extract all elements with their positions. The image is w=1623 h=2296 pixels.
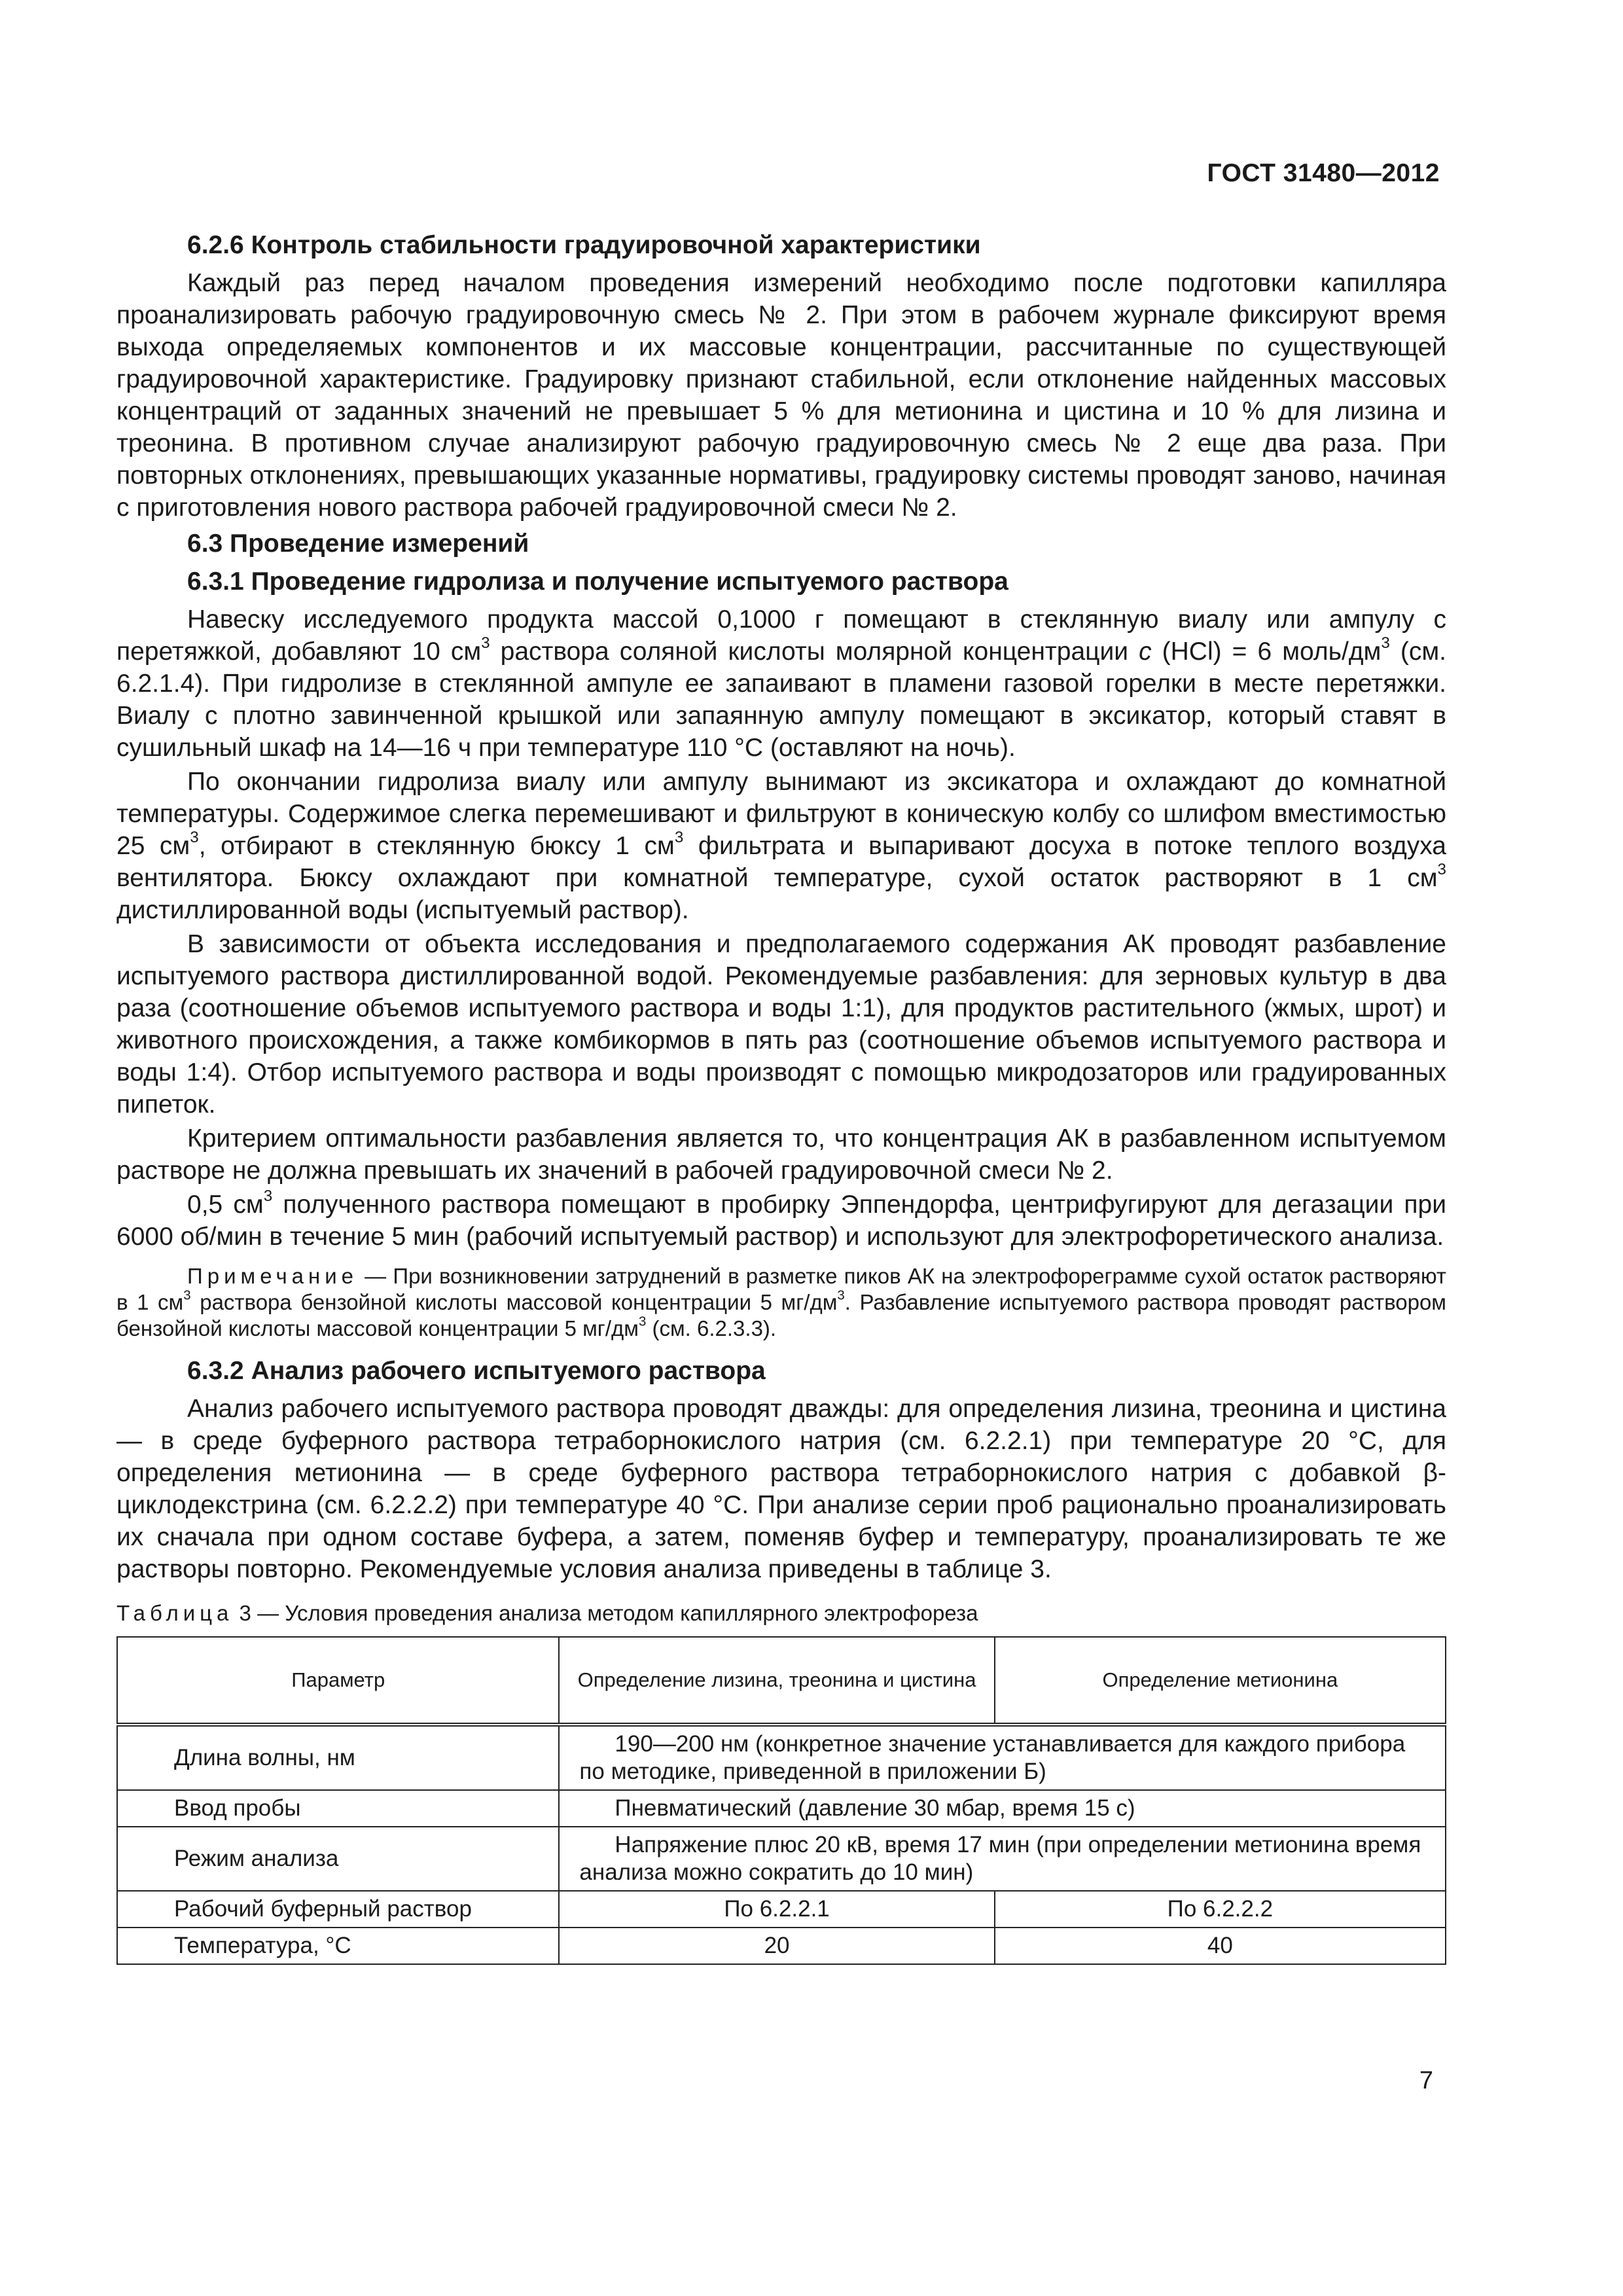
section-6-2-6-paragraph: Каждый раз перед началом проведения измерений необходимо после подготовки капилляра проанализировать рабочую градуировочную смесь № 2. При этом в рабочем журнале фиксируют время выхода определяемых компонентов и их массовые концентрации, рассчитанные по существующей градуировочной характеристике. Градуировку признают стабильной, если отклонение найденных массовых концентраций от заданных значений не превышает 5 % для метионина и цистина и 10 % для лизина и треонина. В противном случае анализируют рабочую градуировочную смесь № 2 еще два раза. При повторных отклонениях, превышающих указанные нормативы, градуировку системы проводят заново, начиная с приготовления нового раствора рабочей градуировочной смеси № 2. (116, 269, 1446, 522)
section-6-2-6-title: 6.2.6 Контроль стабильности градуировочной характеристики (187, 231, 981, 259)
table-header-cell: Параметр (117, 1637, 559, 1725)
document-code: ГОСТ 31480—2012 (1207, 159, 1440, 187)
table-3-caption: Таблица 3 — Условия проведения анализа методом капиллярного электрофореза (116, 1601, 978, 1625)
page-number: 7 (1419, 2067, 1433, 2094)
section-6-3-2-title: 6.3.2 Анализ рабочего испытуемого раствора (187, 1357, 766, 1385)
table-cell-param: Длина волны, нм (117, 1725, 559, 1790)
table-header-cell: Определение метионина (995, 1637, 1446, 1725)
section-6-3-1-paragraph-5: 0,5 $см^3$ полученного раствора помещают в пробирку Эппендорфа, центрифугируют для дегазации при 6000 об/мин в течение 5 мин (рабочий испытуемый раствор) и используют для электрофоретического анализа. (116, 1187, 1446, 1251)
table-row (117, 1827, 1446, 1891)
section-6-3-1-paragraph-3: В зависимости от объекта исследования и предполагаемого содержания АК проводят разбавление испытуемого раствора дистиллированной водой. Рекомендуемые разбавления: для зерновых культур в два раза (соотношение объемов испытуемого раствора и воды 1:1), для продуктов растительного (жмых, шрот) и животного происхождения, а также комбикормов в пять раз (соотношение объемов испытуемого раствора и воды 1:4). Отбор испытуемого раствора и воды производят с помощью микродозаторов или градуированных пипеток. (116, 930, 1446, 1119)
section-6-3-title: 6.3 Проведение измерений (187, 529, 529, 558)
section-6-3-1-paragraph-4: Критерием оптимальности разбавления является то, что концентрация АК в разбавленном испытуемом растворе не должна превышать их значений в рабочей градуировочной смеси № 2. (116, 1124, 1446, 1185)
table-3 (116, 1636, 1446, 1965)
table-row (117, 1725, 1446, 1790)
table-cell-param: Температура, °С (117, 1928, 559, 1964)
table-row (117, 1928, 1446, 1964)
table-cell-merged: 190—200 нм (конкретное значение устанавливается для каждого прибора по методике, приведенной в приложении Б) (559, 1725, 1446, 1790)
section-6-3-1-title: 6.3.1 Проведение гидролиза и получение испытуемого раствора (187, 567, 1008, 596)
table-header-cell: Определение лизина, треонина и цистина (559, 1637, 994, 1725)
table-cell-param: Рабочий буферный раствор (117, 1891, 559, 1928)
table-cell-merged: Напряжение плюс 20 кВ, время 17 мин (при определении метионина время анализа можно сократить до 10 мин) (559, 1827, 1446, 1891)
table-cell: По 6.2.2.2 (995, 1891, 1446, 1928)
note: Примечание — При возникновении затруднений в разметке пиков АК на электрофореграмме сухой остаток растворяют в 1 $см^3$ раствора бензойной кислоты массовой концентрации 5 $мг/дм^3$. Разбавление испытуемого раствора проводят раствором бензойной кислоты массовой концентрации 5 $мг/дм^3$ (см. 6.2.3.3). (116, 1264, 1446, 1340)
table-cell: 20 (559, 1928, 994, 1964)
table-row (117, 1891, 1446, 1928)
table-cell: 40 (995, 1928, 1446, 1964)
table-cell-param: Режим анализа (117, 1827, 559, 1891)
page-body (116, 229, 1446, 1965)
table-cell: По 6.2.2.1 (559, 1891, 994, 1928)
section-6-3-2-paragraph: Анализ рабочего испытуемого раствора проводят дважды: для определения лизина, треонина и цистина — в среде буферного раствора тетраборнокислого натрия (см. 6.2.2.1) при температуре 20 °С, для определения метионина — в среде буферного раствора тетраборнокислого натрия с добавкой β-циклодекстрина (см. 6.2.2.2) при температуре 40 °С. При анализе серии проб рационально проанализировать их сначала при одном составе буфера, а затем, поменяв буфер и температуру, проанализировать те же растворы повторно. Рекомендуемые условия анализа приведены в таблице 3. (116, 1395, 1446, 1583)
table-cell-param: Ввод пробы (117, 1790, 559, 1827)
table-row (117, 1790, 1446, 1827)
section-6-3-1-paragraph-2: По окончании гидролиза виалу или ампулу вынимают из эксикатора и охлаждают до комнатной температуры. Содержимое слегка перемешивают и фильтруют в коническую колбу со шлифом вместимостью 25 $см^3$, отбирают в стеклянную бюксу 1 $см^3$ фильтрата и выпаривают досуха в потоке теплого воздуха вентилятора. Бюксу охлаждают при комнатной температуре, сухой остаток растворяют в 1 $см^3$ дистиллированной воды (испытуемый раствор). (116, 768, 1446, 924)
table-cell-merged: Пневматический (давление 30 мбар, время 15 с) (559, 1790, 1446, 1827)
section-6-3-1-paragraph-1: Навеску исследуемого продукта массой 0,1000 г помещают в стеклянную виалу или ампулу с перетяжкой, добавляют 10 $см^3$ раствора соляной кислоты молярной концентрации c (HCl) = 6 моль/$дм^3$ (см. 6.2.1.4). При гидролизе в стеклянной ампуле ее запаивают в пламени газовой горелки в месте перетяжки. Виалу с плотно завинченной крышкой или запаянную ампулу помещают в эксикатор, который ставят в сушильный шкаф на 14—16 ч при температуре 110 °С (оставляют на ночь). (116, 605, 1446, 762)
table-header-row (117, 1637, 1446, 1725)
note-label: Примечание (187, 1264, 359, 1288)
